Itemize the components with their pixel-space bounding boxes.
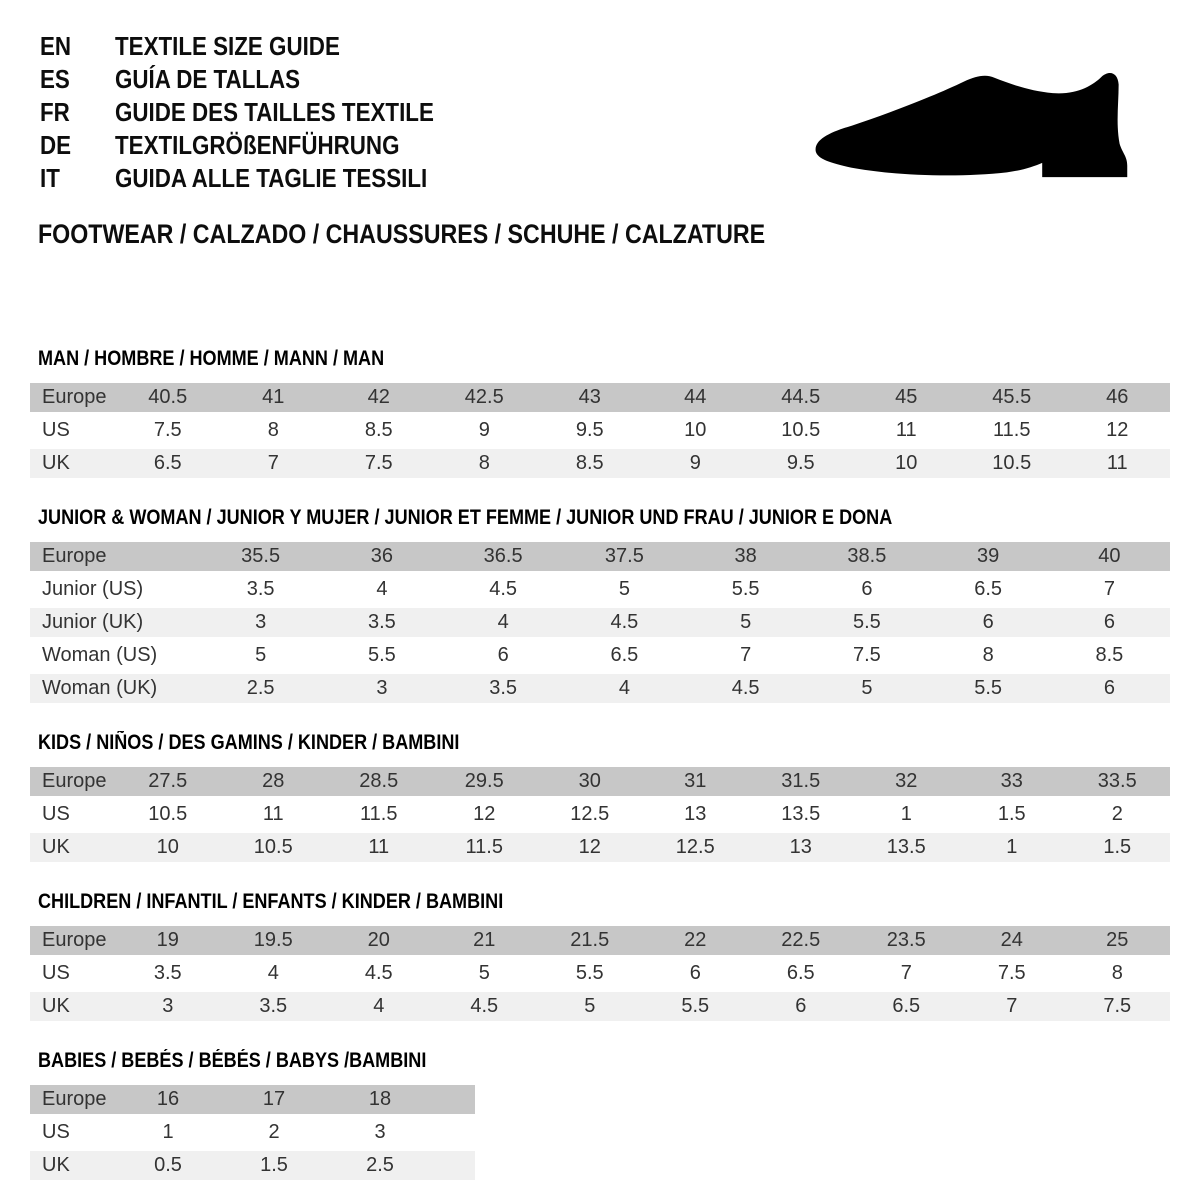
table-row [30, 575, 1170, 604]
tables-container [30, 347, 1170, 1180]
size-cell: 23.5 [886, 929, 926, 951]
size-cell: 45 [895, 386, 918, 408]
size-cell: 10 [684, 419, 707, 441]
size-cell: 1 [1006, 836, 1018, 858]
size-cell: 4 [373, 995, 385, 1017]
table-row [30, 674, 1170, 703]
size-table-man [30, 347, 1170, 478]
size-cell: 19 [156, 929, 179, 951]
table-row [30, 1118, 475, 1147]
table-row [30, 416, 1170, 445]
size-cell: 3.5 [367, 611, 396, 633]
size-cell: 5.5 [974, 677, 1003, 699]
size-cell: 7 [740, 644, 752, 666]
size-cell: 6 [497, 644, 509, 666]
size-table-babies [30, 1049, 1170, 1180]
table-row [30, 992, 1170, 1021]
table-header-row [30, 383, 1170, 412]
size-cell: 33.5 [1097, 770, 1137, 792]
row-label: Woman (UK) [42, 677, 158, 699]
size-table [30, 542, 1170, 703]
size-cell: 9 [689, 452, 701, 474]
size-cell: 40 [1098, 545, 1121, 567]
size-cell: 5.5 [681, 995, 710, 1017]
size-cell: 32 [895, 770, 918, 792]
size-cell: 7.5 [364, 452, 393, 474]
size-cell: 36 [370, 545, 393, 567]
size-cell: 4 [497, 611, 509, 633]
row-label: UK [42, 1154, 70, 1176]
size-table [30, 926, 1170, 1021]
size-cell: 8.5 [1095, 644, 1124, 666]
row-label: Junior (UK) [42, 611, 144, 633]
size-cell: 11.5 [993, 419, 1031, 441]
lang-code: FR [40, 97, 70, 127]
size-cell: 5 [861, 677, 873, 699]
lang-label: TEXTILGRÖßENFÜHRUNG [115, 130, 400, 160]
size-cell: 5 [478, 962, 490, 984]
size-cell: 25 [1106, 929, 1129, 951]
size-cell: 13 [684, 803, 707, 825]
size-cell: 12.5 [570, 803, 610, 825]
size-cell: 11 [1106, 452, 1128, 474]
size-cell: 31.5 [781, 770, 821, 792]
size-cell: 38 [734, 545, 757, 567]
size-cell: 38.5 [847, 545, 887, 567]
table-row [30, 1151, 475, 1180]
size-cell: 3.5 [153, 962, 182, 984]
size-cell: 36.5 [483, 545, 523, 567]
category-title: FOOTWEAR / CALZADO / CHAUSSURES / SCHUHE / CALZATURE [38, 219, 766, 249]
size-cell: 40.5 [148, 386, 188, 408]
row-label: UK [42, 452, 70, 474]
size-cell: 11.5 [360, 803, 398, 825]
size-cell: 2 [268, 1121, 280, 1143]
size-cell: 7.5 [852, 644, 881, 666]
size-cell: 9.5 [575, 419, 604, 441]
size-cell: 9 [478, 419, 490, 441]
size-cell: 28 [262, 770, 285, 792]
size-cell: 46 [1106, 386, 1129, 408]
size-cell: 12 [578, 836, 601, 858]
size-cell: 10.5 [992, 452, 1032, 474]
table-header-row [30, 767, 1170, 796]
size-cell: 4.5 [489, 578, 518, 600]
size-cell: 16 [156, 1088, 180, 1110]
size-cell: 42.5 [464, 386, 504, 408]
size-table [30, 767, 1170, 862]
size-cell: 7.5 [153, 419, 182, 441]
table-title: JUNIOR & WOMAN / JUNIOR Y MUJER / JUNIOR ET FEMME / JUNIOR UND FRAU / JUNIOR E DONA [38, 506, 893, 529]
size-cell: 6 [861, 578, 873, 600]
size-cell: 11 [895, 419, 917, 441]
size-cell: 6 [689, 962, 701, 984]
size-cell: 6 [795, 995, 807, 1017]
size-cell: 22 [684, 929, 707, 951]
table-row [30, 959, 1170, 988]
row-label: Europe [42, 770, 107, 792]
lang-label: TEXTILE SIZE GUIDE [115, 31, 340, 61]
size-cell: 7.5 [997, 962, 1026, 984]
size-cell: 10 [895, 452, 918, 474]
size-cell: 8 [478, 452, 490, 474]
size-cell: 1.5 [1103, 836, 1132, 858]
size-cell: 6 [982, 611, 994, 633]
table-title: MAN / HOMBRE / HOMME / MANN / MAN [38, 347, 385, 370]
row-label: US [42, 1121, 70, 1143]
size-cell: 27.5 [148, 770, 188, 792]
size-cell: 6.5 [974, 578, 1003, 600]
size-cell: 8.5 [575, 452, 604, 474]
size-cell: 8 [1111, 962, 1123, 984]
size-table-children [30, 890, 1170, 1021]
table-row [30, 641, 1170, 670]
size-cell: 1.5 [997, 803, 1026, 825]
size-table-kids [30, 731, 1170, 862]
size-cell: 24 [1000, 929, 1023, 951]
row-label: Europe [42, 545, 107, 567]
size-cell: 4.5 [610, 611, 639, 633]
size-cell: 30 [578, 770, 601, 792]
size-cell: 7.5 [1103, 995, 1132, 1017]
table-row [30, 449, 1170, 478]
size-cell: 4 [618, 677, 630, 699]
size-cell: 17 [262, 1088, 286, 1110]
size-cell: 11 [262, 803, 284, 825]
size-cell: 13.5 [886, 836, 926, 858]
size-cell: 5 [255, 644, 267, 666]
size-cell: 7 [1006, 995, 1018, 1017]
lang-code: DE [40, 130, 72, 160]
lang-label: GUIDA ALLE TAGLIE TESSILI [115, 163, 428, 193]
size-cell: 11.5 [465, 836, 503, 858]
lang-label: GUIDE DES TAILLES TEXTILE [115, 97, 434, 127]
size-cell: 4.5 [731, 677, 760, 699]
size-cell: 5.5 [367, 644, 396, 666]
table-header-row [30, 1085, 475, 1114]
size-cell: 12.5 [675, 836, 715, 858]
lang-code: EN [40, 31, 72, 61]
size-cell: 44.5 [781, 386, 821, 408]
row-label: UK [42, 836, 70, 858]
lang-label: GUÍA DE TALLAS [115, 64, 301, 94]
size-cell: 39 [977, 545, 1000, 567]
size-cell: 13 [789, 836, 812, 858]
size-cell: 5.5 [575, 962, 604, 984]
size-cell: 42 [367, 386, 390, 408]
size-cell: 4 [267, 962, 279, 984]
size-cell: 8 [267, 419, 279, 441]
size-cell: 3 [162, 995, 174, 1017]
size-cell: 5 [584, 995, 596, 1017]
row-label: UK [42, 995, 70, 1017]
size-cell: 31 [684, 770, 707, 792]
size-cell: 13.5 [781, 803, 821, 825]
size-cell: 2 [1111, 803, 1123, 825]
size-cell: 18 [368, 1088, 392, 1110]
size-cell: 7 [900, 962, 912, 984]
row-label: US [42, 803, 70, 825]
size-cell: 5 [618, 578, 630, 600]
size-cell: 37.5 [604, 545, 644, 567]
row-label: Europe [42, 929, 107, 951]
lang-code: IT [40, 163, 60, 193]
size-table [30, 383, 1170, 478]
row-label: US [42, 962, 70, 984]
size-cell: 8 [982, 644, 994, 666]
size-cell: 5.5 [852, 611, 881, 633]
size-cell: 3 [374, 1121, 386, 1143]
shoe-icon [798, 52, 1166, 224]
row-label: Junior (US) [42, 578, 144, 600]
row-label: Woman (US) [42, 644, 158, 666]
size-cell: 33 [1000, 770, 1023, 792]
size-cell: 45.5 [992, 386, 1032, 408]
size-cell: 19.5 [253, 929, 293, 951]
row-label: Europe [42, 1088, 107, 1110]
size-cell: 28.5 [359, 770, 399, 792]
table-title: BABIES / BEBÉS / BÉBÉS / BABYS /BAMBINI [38, 1049, 427, 1072]
size-cell: 3 [376, 677, 388, 699]
row-label: US [42, 419, 70, 441]
table-title: KIDS / NIÑOS / DES GAMINS / KINDER / BAMBINI [38, 731, 460, 754]
size-cell: 20 [367, 929, 390, 951]
size-cell: 12 [1106, 419, 1129, 441]
size-cell: 2.5 [246, 677, 275, 699]
size-cell: 1 [900, 803, 912, 825]
size-table-junior-woman [30, 506, 1170, 703]
size-cell: 4.5 [470, 995, 499, 1017]
size-cell: 12 [473, 803, 496, 825]
size-cell: 3.5 [489, 677, 518, 699]
size-cell: 6 [1103, 611, 1115, 633]
size-cell: 43 [578, 386, 601, 408]
size-cell: 21 [473, 929, 496, 951]
size-cell: 10.5 [781, 419, 821, 441]
size-cell: 0.5 [154, 1154, 182, 1176]
size-cell: 6 [1103, 677, 1115, 699]
size-cell: 1 [162, 1121, 174, 1143]
size-cell: 6.5 [892, 995, 921, 1017]
size-cell: 3 [255, 611, 267, 633]
table-row [30, 833, 1170, 862]
size-cell: 21.5 [570, 929, 610, 951]
table-header-row [30, 542, 1170, 571]
table-title: CHILDREN / INFANTIL / ENFANTS / KINDER / BAMBINI [38, 890, 504, 913]
size-cell: 7 [1103, 578, 1115, 600]
size-cell: 1.5 [260, 1154, 288, 1176]
size-cell: 2.5 [366, 1154, 394, 1176]
size-cell: 35.5 [241, 545, 281, 567]
size-cell: 3.5 [259, 995, 288, 1017]
size-cell: 11 [368, 836, 390, 858]
size-cell: 8.5 [364, 419, 393, 441]
table-row [30, 800, 1170, 829]
size-cell: 6.5 [786, 962, 815, 984]
size-cell: 6.5 [610, 644, 639, 666]
size-cell: 10 [156, 836, 179, 858]
size-cell: 3.5 [246, 578, 275, 600]
size-cell: 6.5 [153, 452, 182, 474]
size-cell: 41 [262, 386, 285, 408]
size-table [30, 1085, 475, 1180]
row-label: Europe [42, 386, 107, 408]
size-cell: 22.5 [781, 929, 821, 951]
size-cell: 4 [376, 578, 388, 600]
lang-code: ES [40, 64, 70, 94]
table-row [30, 608, 1170, 637]
size-cell: 7 [267, 452, 279, 474]
size-cell: 29.5 [464, 770, 504, 792]
size-cell: 44 [684, 386, 707, 408]
size-cell: 5 [740, 611, 752, 633]
size-cell: 10.5 [253, 836, 293, 858]
table-header-row [30, 926, 1170, 955]
size-cell: 10.5 [148, 803, 188, 825]
size-cell: 5.5 [731, 578, 760, 600]
size-cell: 9.5 [786, 452, 815, 474]
size-cell: 4.5 [364, 962, 393, 984]
